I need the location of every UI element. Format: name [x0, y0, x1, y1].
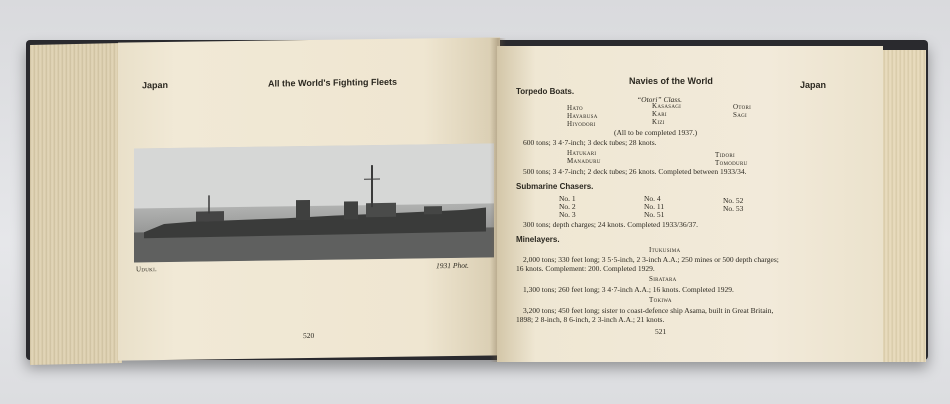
minelayer-spec: 3,200 tons; 450 feet long; sister to coast-defence ship Asama, built in Great Britain,	[523, 306, 774, 315]
chaser-spec: 300 tons; depth charges; 24 knots. Completed 1933/36/37.	[523, 220, 699, 229]
heading-submarine-chasers: Submarine Chasers.	[516, 182, 594, 191]
running-head-title: All the World's Fighting Fleets	[268, 76, 397, 89]
chaser-number: No. 52	[723, 196, 744, 205]
chaser-number: No. 4	[644, 194, 661, 203]
ship-name: Otori	[733, 103, 752, 111]
chaser-number: No. 2	[559, 202, 576, 211]
minelayer-spec: 16 knots. Complement: 200. Completed 1929.	[516, 264, 655, 273]
ship-name: Kizi	[652, 118, 665, 126]
left-page	[118, 37, 500, 360]
chaser-number: No. 1	[559, 194, 576, 203]
torpedo-spec-1: 600 tons; 3 4·7-inch; 3 deck tubes; 28 knots.	[523, 138, 657, 147]
ship-name: Tidori	[715, 151, 735, 159]
ship-name: Hiyodori	[567, 120, 596, 128]
ship-photograph	[134, 143, 494, 262]
chaser-number: No. 11	[644, 202, 665, 211]
running-head-title-right: Navies of the World	[629, 76, 713, 86]
running-head-country-right: Japan	[800, 80, 827, 90]
running-head-country: Japan	[142, 79, 169, 91]
ship-name: Kari	[652, 110, 667, 118]
chaser-number: No. 3	[559, 210, 576, 219]
photo-credit: 1931 Phot.	[436, 260, 469, 271]
heading-minelayers: Minelayers.	[516, 235, 560, 244]
chaser-number: No. 51	[644, 210, 665, 219]
ship-name: Itukusima	[649, 246, 681, 254]
minelayer-spec: 1,300 tons; 260 feet long; 3 4·7-inch A.A.; 16 knots. Completed 1929.	[523, 285, 734, 294]
minelayer-spec: 2,000 tons; 330 feet long; 3 5·5-inch, 2 3-inch A.A.; 250 mines or 500 depth charges;	[523, 255, 779, 264]
page-number-left: 520	[303, 330, 315, 341]
ship-name: Hatukari	[567, 149, 597, 157]
ship-name: Tokiwa	[649, 296, 672, 304]
page-number-right: 521	[655, 327, 667, 336]
ship-name: Siratara	[649, 275, 677, 283]
ship-name: Manaduru	[567, 157, 601, 165]
ship-name: Hayabusa	[567, 112, 598, 120]
photo-caption: Uduki.	[136, 265, 158, 274]
heading-torpedo-boats: Torpedo Boats.	[516, 87, 575, 96]
completion-note: (All to be completed 1937.)	[614, 128, 698, 137]
chaser-number: No. 53	[723, 204, 744, 213]
otori-class-title: “Otori” Class.	[637, 95, 683, 104]
ship-name: Tomoduru	[715, 159, 748, 167]
ship-name: Kasasagi	[652, 102, 682, 110]
right-page	[497, 46, 883, 362]
torpedo-spec-2: 500 tons; 3 4·7-inch; 2 deck tubes; 26 knots. Completed between 1933/34.	[523, 167, 747, 176]
page-edges-right	[880, 50, 926, 362]
ship-name: Sagi	[733, 111, 747, 119]
minelayer-spec: 1898; 2 8-inch, 8 6-inch, 2 3-inch A.A.; 21 knots.	[516, 315, 665, 324]
ship-name: Hato	[567, 104, 583, 112]
page-edges-left	[30, 43, 122, 365]
